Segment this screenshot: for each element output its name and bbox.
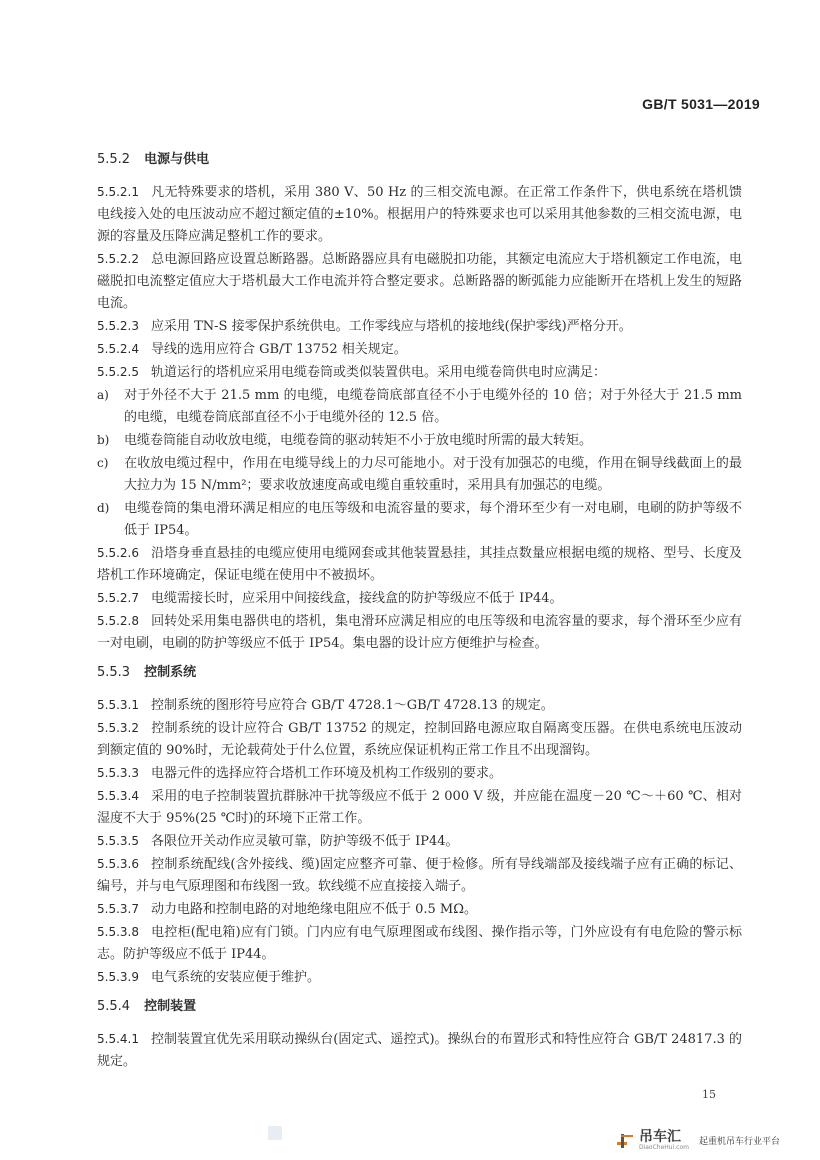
clause-number: 5.5.2.3	[97, 319, 139, 333]
clause-number: 5.5.2.7	[97, 591, 139, 605]
clause-paragraph	[97, 853, 742, 898]
section-heading	[97, 996, 742, 1018]
clause-number: 5.5.3.1	[97, 698, 139, 712]
clause-paragraph	[97, 921, 742, 966]
list-item-text: 电缆卷筒的集电滑环满足相应的电压等级和电流容量的要求，每个滑环至少有一对电刷，电刷的防护等级不低于 IP54。	[124, 501, 742, 538]
clause-paragraph	[97, 717, 742, 762]
clause-number: 5.5.4.1	[97, 1032, 139, 1046]
site-logo	[617, 1130, 780, 1151]
clause-text: 控制系统的图形符号应符合 GB/T 4728.1～GB/T 4728.13 的规定。	[150, 698, 554, 713]
section-title: 控制装置	[144, 999, 197, 1014]
document-body	[97, 142, 742, 1073]
list-item-text: 对于外径不大于 21.5 mm 的电缆，电缆卷筒底部直径不小于电缆外径的 10 倍；对于外径大于 21.5 mm 的电缆，电缆卷筒底部直径不小于电缆外径的 12.5 倍。	[124, 388, 742, 425]
clause-number: 5.5.3.6	[97, 857, 139, 871]
clause-paragraph	[97, 587, 742, 610]
clause-text: 采用的电子控制装置抗群脉冲干扰等级应不低于 2 000 V 级，并应能在温度－20 ℃～＋60 ℃、相对湿度不大于 95%(25 ℃时)的环境下正常工作。	[97, 789, 742, 826]
watermark-icon	[268, 1126, 282, 1140]
clause-text: 控制系统的设计应符合 GB/T 13752 的规定，控制回路电源应取自隔离变压器。在供电系统电压波动到额定值的 90%时，无论载荷处于什么位置，系统应保证机构正常工作且不出现溜钩。	[97, 721, 742, 758]
section-title: 控制系统	[144, 665, 197, 680]
clause-text: 动力电路和控制电路的对地绝缘电阻应不低于 0.5 MΩ。	[150, 902, 478, 917]
clause-text: 沿塔身垂直悬挂的电缆应使用电缆网套或其他装置悬挂，其挂点数量应根据电缆的规格、型号、长度及塔机工作环境确定，保证电缆在使用中不被损坏。	[97, 546, 742, 583]
clause-paragraph	[97, 248, 742, 315]
clause-number: 5.5.2.2	[97, 252, 139, 266]
clause-text: 回转处采用集电器供电的塔机，集电滑环应满足相应的电压等级和电流容量的要求，每个滑环至少应有一对电刷，电刷的防护等级应不低于 IP54。集电器的设计应方便维护与检查。	[97, 614, 742, 651]
clause-text: 各限位开关动作应灵敏可靠，防护等级不低于 IP44。	[150, 834, 459, 849]
clause-paragraph	[97, 315, 742, 338]
clause-number: 5.5.3.9	[97, 970, 139, 984]
list-item	[97, 429, 742, 452]
logo-url: DiaoCheHui.com	[638, 1144, 689, 1151]
crane-logo-icon	[617, 1134, 633, 1148]
clause-paragraph	[97, 898, 742, 921]
clause-paragraph	[97, 1028, 742, 1073]
clause-text: 电气系统的安装应便于维护。	[150, 970, 320, 985]
clause-number: 5.5.3.4	[97, 789, 139, 803]
section-title: 电源与供电	[144, 152, 210, 167]
section-number: 5.5.3	[97, 665, 131, 680]
list-item-text: 电缆卷筒能自动收放电缆，电缆卷筒的驱动转矩不小于放电缆时所需的最大转矩。	[124, 433, 593, 448]
clause-text: 导线的选用应符合 GB/T 13752 相关规定。	[150, 342, 407, 357]
clause-number: 5.5.3.5	[97, 834, 139, 848]
clause-paragraph	[97, 338, 742, 361]
page-number: 15	[702, 1088, 716, 1101]
clause-paragraph	[97, 785, 742, 830]
clause-paragraph	[97, 361, 742, 384]
clause-number: 5.5.2.8	[97, 614, 139, 628]
clause-paragraph	[97, 181, 742, 248]
clause-number: 5.5.3.8	[97, 925, 139, 939]
clause-paragraph	[97, 830, 742, 853]
clause-number: 5.5.2.6	[97, 546, 139, 560]
clause-text: 电缆需接长时，应采用中间接线盒，接线盒的防护等级应不低于 IP44。	[150, 591, 563, 606]
section-heading	[97, 662, 742, 684]
clause-paragraph	[97, 542, 742, 587]
clause-text: 应采用 TN-S 接零保护系统供电。工作零线应与塔机的接地线(保护零线)严格分开。	[150, 319, 632, 334]
clause-number: 5.5.2.5	[97, 365, 139, 379]
list-item	[97, 384, 742, 429]
section-number: 5.5.2	[97, 152, 131, 167]
list-item-text: 在收放电缆过程中，作用在电缆导线上的力尽可能地小。对于没有加强芯的电缆，作用在铜导线截面上的最大拉力为 15 N/mm²；要求收放速度高或电缆自重较重时，采用具有加强芯的电缆。	[124, 456, 742, 493]
section-heading	[97, 149, 742, 171]
list-marker: c)	[97, 456, 109, 470]
clause-text: 总电源回路应设置总断路器。总断路器应具有电磁脱扣功能，其额定电流应大于塔机额定工作电流，电磁脱扣电流整定值应大于塔机最大工作电流并符合整定要求。总断路器的断弧能力应能断开在塔机上发生的短路电流。	[97, 252, 742, 311]
clause-number: 5.5.2.4	[97, 342, 139, 356]
list-marker: a)	[97, 388, 109, 402]
clause-text: 电控柜(配电箱)应有门锁。门内应有电气原理图或布线图、操作指示等，门外应设有有电危险的警示标志。防护等级应不低于 IP44。	[97, 925, 742, 962]
clause-number: 5.5.2.1	[97, 185, 139, 199]
logo-name: 吊车汇	[638, 1129, 681, 1145]
list-marker: b)	[97, 433, 110, 447]
clause-text: 轨道运行的塔机应采用电缆卷筒或类似装置供电。采用电缆卷筒供电时应满足：	[150, 365, 606, 380]
standard-number: GB/T 5031—2019	[642, 96, 760, 112]
section-number: 5.5.4	[97, 999, 131, 1014]
list-item	[97, 452, 742, 497]
logo-tagline: 起重机吊车行业平台	[698, 1137, 780, 1147]
clause-paragraph	[97, 762, 742, 785]
clause-paragraph	[97, 966, 742, 989]
list-marker: d)	[97, 501, 110, 515]
clause-text: 控制装置宜优先采用联动操纵台(固定式、遥控式)。操纵台的布置形式和特性应符合 GB/T 24817.3 的规定。	[97, 1032, 742, 1069]
clause-number: 5.5.3.2	[97, 721, 139, 735]
clause-text: 电器元件的选择应符合塔机工作环境及机构工作级别的要求。	[150, 766, 502, 781]
clause-paragraph	[97, 694, 742, 717]
clause-number: 5.5.3.3	[97, 766, 139, 780]
clause-text: 控制系统配线(含外接线、缆)固定应整齐可靠、便于检修。所有导线端部及接线端子应有正确的标记、编号，并与电气原理图和布线图一致。软线缆不应直接接入端子。	[97, 857, 742, 894]
clause-text: 凡无特殊要求的塔机，采用 380 V、50 Hz 的三相交流电源。在正常工作条件下，供电系统在塔机馈电线接入处的电压波动应不超过额定值的±10%。根据用户的特殊要求也可以采用其他参数的三相交流电源，电源的容量及压降应满足整机工作的要求。	[97, 185, 742, 244]
list-item	[97, 497, 742, 542]
clause-number: 5.5.3.7	[97, 902, 139, 916]
clause-paragraph	[97, 610, 742, 655]
